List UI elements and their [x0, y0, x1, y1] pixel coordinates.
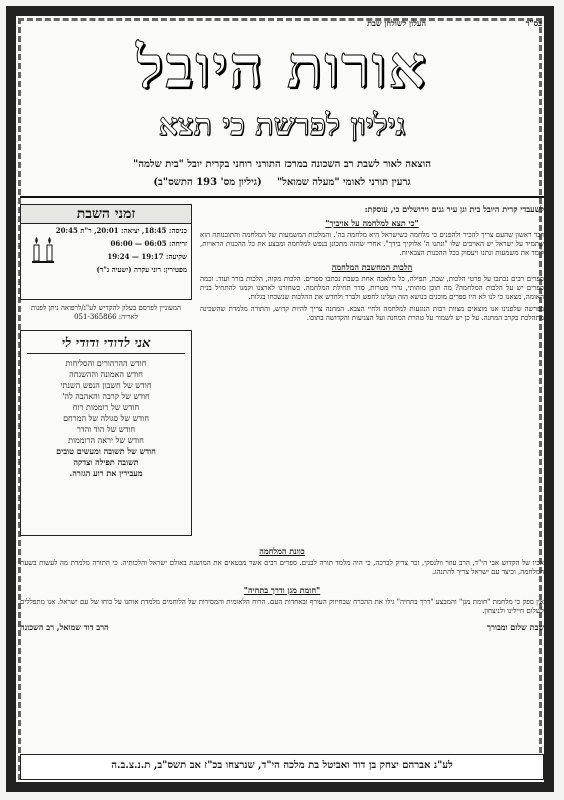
candles-icon — [29, 235, 59, 265]
sidebar — [20, 204, 192, 724]
times-line-3: שקיעה: 19:17 — 19:24 — [107, 252, 187, 261]
elul-line: מעבירין את רוע הגזרה. — [69, 468, 143, 478]
elul-line: חודש של קרבה והאהבה לה' — [62, 392, 150, 401]
section-body: דבר ראשון שהעם צריך להכיר ולהפנים כי מלחמה כשישראל היא מלחמה בה'. והמלכות המשמעות של המלחמה והתובנותה הוא שתמיד על ישראל יש האויבים שלו "ונתנו ה' אלוקיך בידך". אחרי שהזה מתכונן בנפש למלחמה ומבצע את כל ההכנות הראויות, לומד את משמעות ונתנו ויעסוק בכל ההכנות הצבאיות. — [200, 231, 544, 257]
header-tagline: העלון לשולחן שבת — [367, 18, 426, 28]
elul-line: חודש ההרהורים והסליחות — [65, 359, 147, 368]
elul-line: חודש של חשבון הנפש השנתי — [60, 381, 152, 390]
shabbat-times-title: זמני השבת — [21, 205, 191, 224]
lower-article — [20, 546, 544, 633]
section-title: "חומת מגן ודרך בתחיה" — [243, 585, 321, 595]
section-body: בפרשה שלפנינו אנו מוצאים מצוות רבות הנוגעות למלחמה ולחיי הצבא. המחנה צריך להיות קדוש, והתורה מלמדת שהשכינה מתהלכת בקרב המחנה. על כן יש לשמור על טהרת המחנה ועל הצניעות והקדושה בתוכו. — [200, 305, 544, 322]
bsd-mark: בס"ד — [525, 18, 542, 28]
memorial-footer: לע"נ אברהם יצחק בן דוד ואביטל בת מלכה הי"ד, שנרצחו בכ"ז אב תשס"ב, ת.נ.צ.ב.ה — [20, 754, 544, 780]
elul-line: חודש של רוממות רוח — [72, 403, 140, 412]
issue-number: (גיליון מס' 193 התשס"ב) — [153, 177, 262, 188]
shabbat-times-box — [20, 204, 192, 300]
section-body: אביו של הקדוש אבי הי"ד, הרב עוזר וולנסקי, זכר צדיק לברכה, כי היה מלמד תורה לבנים. ספרים רבים אשר מבטאים את המושגת באולם ישראל והלכותיה. כי התורה מלמדת מה לעשות בשעת המלחמה, וכיצד עם ישראל צריך להתנהג. — [20, 559, 544, 576]
elul-line: תשובה תפילה וצדקה — [73, 457, 139, 467]
section-title: כוונת המלחמה — [259, 546, 305, 556]
elul-title: אני לדודי ודודי לי — [27, 335, 185, 354]
section-title: הלכות המחשבת המלחמה — [331, 262, 413, 272]
organization-line: גרעין תורני לאומי "מעלה שמואל" — [276, 177, 411, 188]
masthead-title: אורות היובל — [136, 33, 428, 101]
section-title: "כי תצא למלחמה על אויביך" — [325, 218, 419, 228]
times-line-1: כניסה: 18:45, יציאה: 20:01, ר"ת 20:45 — [55, 226, 187, 235]
header-divider — [20, 196, 544, 198]
elul-line: חודש של סגולה של המרחם — [63, 414, 149, 423]
elul-line: חודש האמונה וההשגחה — [69, 370, 143, 379]
masthead-subtitle: גיליון לפרשת כי תצא — [158, 108, 406, 143]
section-body: ספרים רבים נכתבו על פרטי הלכות, שבת, תפילה, כל מלאכה אחת בשבת נכתבו ספרים. הלכות מקוה, הלכות בורר ועוד. וכמה ספרים יש על הלכות המלחמה? מה תוכן מוהותי, גדרי מטרות, סדר תחילת המלחמה. כשחזרנו לארצנו וקמנו להתחיל בנית האומה, מצאנו כי לנו לא היו ספרים מוכנים בנושא הזה ועלינו לחפש ולברר ולחדש את ההלכות שנשכחו בגלות. — [200, 275, 544, 301]
elul-line: חודש של הוד והדר — [76, 425, 136, 434]
author-signature: הרב דוד שמואל, רב השכונה — [20, 622, 109, 632]
closing-greeting: שבת שלום ומבורך — [487, 622, 544, 632]
newsletter-page — [18, 16, 546, 786]
haftarah-line: מפטירין: רוני עקרה (ישעיה נ"ד) — [96, 265, 187, 274]
times-line-2: זריחה: 06:05 — 06:00 — [110, 239, 187, 248]
elul-line: חודש של יראה הרוממות — [68, 436, 144, 445]
elul-line: חודש של תשובה ומעשים טובים — [56, 446, 156, 456]
article-column — [200, 204, 544, 323]
publisher-line: הוצאה לאור לשבת רב השכונה במרכז התורני רוחני בקרית יובל "בית שלמה" — [133, 159, 431, 170]
section-body: אין ספק כי מלחמת "חומת מגן" והמבצע "דרך בתחיה" גילו את ההכרח שבחיזוק העורף ובאחדות העם. הרוח הלאומית והמסירות של הלוחמים מלמדת אותנו על כוחו של עם ישראל. אנו מתפללים לשלום חיילינו ולניצחון. — [20, 598, 544, 615]
dedication-line: לשעבדי קרית היובל בית וגן עיר גנים וירושלים כי, עוסקת: — [364, 204, 544, 214]
sponsor-notice: המעוניין לפרסם בעלון להקדיש לע"נ/לרפואה ניתן לפנות לאריה: 051-365866 — [30, 304, 182, 321]
elul-box — [20, 330, 192, 536]
